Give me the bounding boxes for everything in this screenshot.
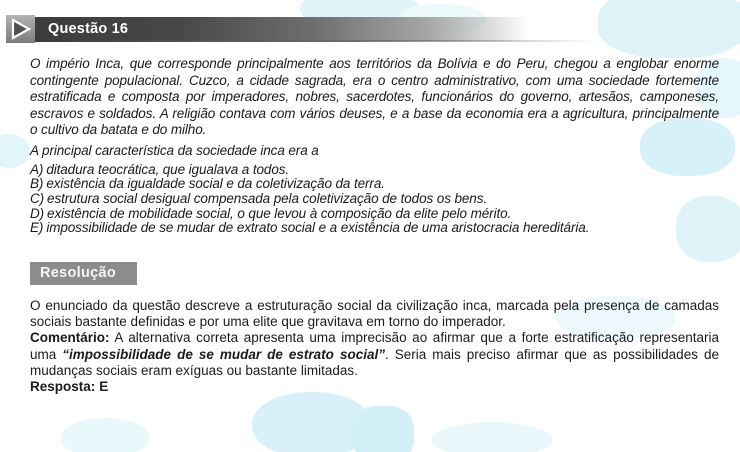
alternative-b-text: existência da igualdade social e da coletivização da terra. [46, 176, 385, 192]
question-stem: A principal característica da sociedade inca era a [30, 142, 319, 158]
header-underline [35, 40, 595, 42]
alternative-d-text: existência de mobilidade social, o que levou à composição da elite pelo mérito. [47, 205, 512, 221]
alternative-d-letter: D) [30, 205, 45, 221]
alternative-a-text: ditadura teocrática, que igualava a todos. [46, 161, 290, 177]
watermark-blob [60, 418, 150, 452]
alternative-e-text: impossibilidade de se mudar de extrato social e a existência de uma aristocracia hereditária. [46, 220, 590, 236]
watermark-blob [432, 422, 552, 452]
alternative-e-letter: E) [30, 220, 44, 236]
resolution-label-box: Resolução [30, 262, 137, 285]
comment-before-quote: A alternativa correta apresenta uma imprecisão ao afirmar que a forte estratificação representaria uma [30, 330, 719, 362]
comment-label: Comentário: [30, 330, 110, 346]
alternative-c-letter: C) [30, 190, 45, 206]
question-paragraph: O império Inca, que corresponde principalmente aos territórios da Bolívia e do Peru, chegou a englobar enorme contingente populacional. Cuzco, a cidade sagrada, era o centro administrativo, com uma sociedade fortemente estratificada e composta por imperadores, nobres, sacerdotes, funcionários do governo, artesãos, camponeses, escravos e soldados. A religião contava com vários deuses, e a base da economia era a agricultura, principalmente o cultivo da batata e do milho. [30, 56, 719, 138]
answer-line [30, 379, 719, 395]
resolution-text [30, 298, 719, 395]
question-header [0, 0, 740, 50]
alternative-b-letter: B) [30, 176, 44, 192]
alternative-c-text: estrutura social desigual compensada pela coletivização de todos os bens. [47, 190, 488, 206]
resolution-section [30, 262, 719, 395]
watermark-blob [0, 134, 30, 168]
question-title: Questão 16 [48, 21, 129, 37]
alternative-e [30, 221, 719, 236]
alternative-a-letter: A) [30, 161, 44, 177]
resolution-comment [30, 330, 719, 379]
alternative-c [30, 192, 719, 207]
alternative-a [30, 163, 719, 178]
watermark-blob [352, 406, 414, 452]
answer-value: E [99, 379, 109, 395]
question-body [30, 56, 719, 236]
play-icon [6, 15, 35, 43]
comment-after-quote: . Seria mais preciso afirmar que as possibilidades de mudanças sociais eram exíguas ou bastante limitadas. [30, 346, 719, 378]
resolution-intro: O enunciado da questão descreve a estruturação social da civilização inca, marcada pela presença de camadas sociais bastante definidas e por uma elite que gravitava em torno do imperador. [30, 298, 719, 330]
alternative-d [30, 207, 719, 222]
answer-label: Resposta: [30, 379, 96, 395]
question-header-bar [35, 17, 540, 41]
comment-quote: “impossibilidade de se mudar de estrato social” [62, 346, 385, 362]
alternative-b [30, 177, 719, 192]
alternatives-list [30, 163, 719, 237]
